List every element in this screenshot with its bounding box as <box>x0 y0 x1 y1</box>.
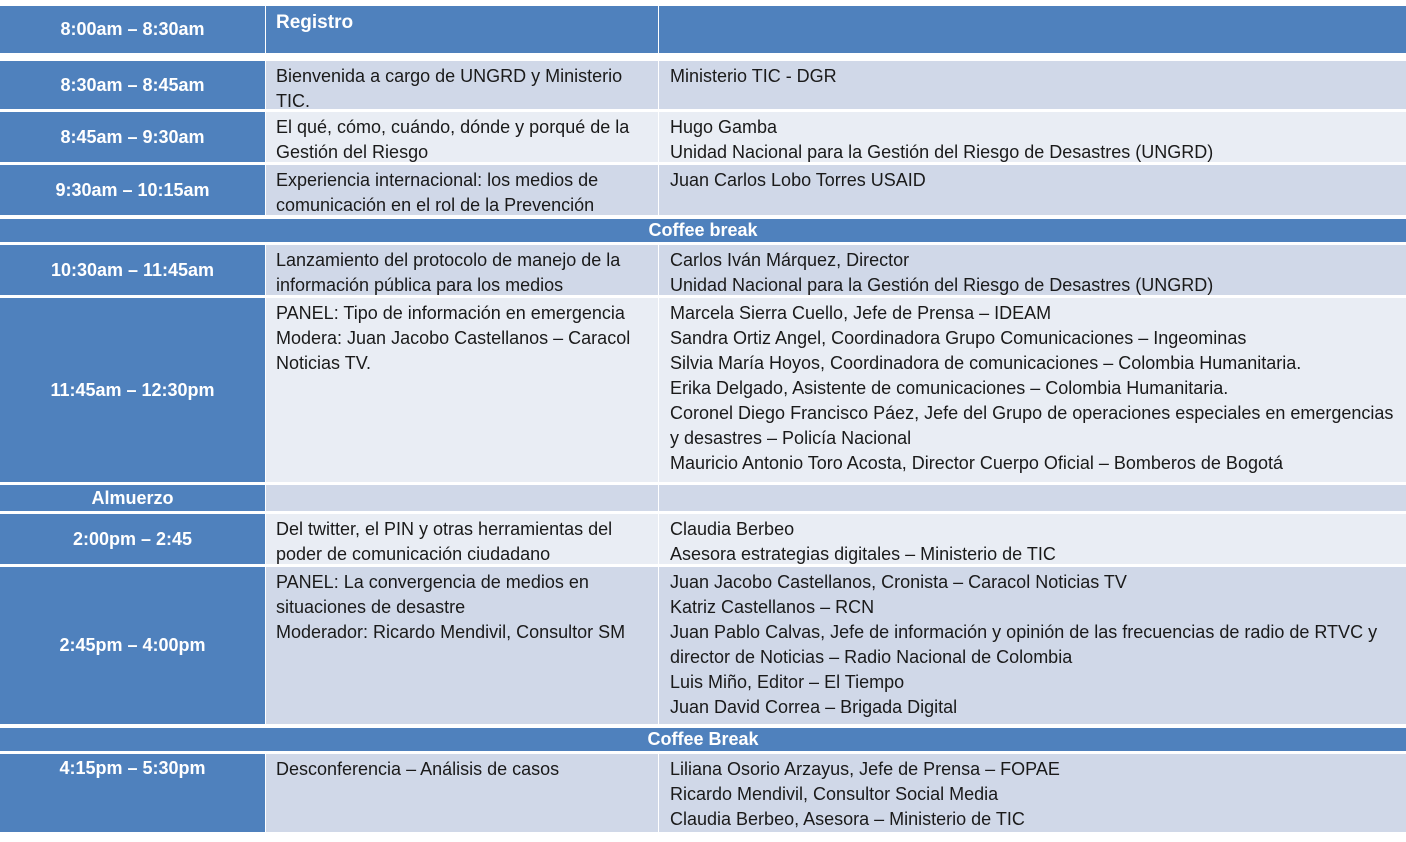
time-label: 8:45am – 9:30am <box>60 126 205 147</box>
speaker-text: Claudia Berbeo <box>670 519 795 539</box>
topic-cell <box>266 485 658 511</box>
time-cell <box>0 298 265 482</box>
speaker-cell <box>659 514 1406 564</box>
table-row <box>0 298 1406 482</box>
time-cell <box>0 754 265 832</box>
time-label: 11:45am – 12:30pm <box>50 379 215 400</box>
speaker-cell <box>659 61 1406 109</box>
time-cell <box>0 485 265 511</box>
topic-text: Lanzamiento del protocolo de manejo de la información pública para los medios <box>276 250 621 295</box>
speaker-cell <box>659 6 1406 53</box>
table-row <box>0 112 1406 162</box>
topic-text: Moderador: Ricardo Mendivil, Consultor SM <box>276 622 626 642</box>
topic-cell <box>266 298 658 482</box>
topic-text: Modera: Juan Jacobo Castellanos – Caracol Noticias TV. <box>276 328 631 373</box>
speaker-text: Marcela Sierra Cuello, Jefe de Prensa – IDEAM <box>670 303 1052 323</box>
break-label: Coffee Break <box>647 729 759 749</box>
speaker-text: Asesora estrategias digitales – Ministerio de TIC <box>670 544 1056 564</box>
speaker-text: Claudia Berbeo, Asesora – Ministerio de TIC <box>670 809 1025 829</box>
speaker-cell <box>659 165 1406 215</box>
speaker-text: Coronel Diego Francisco Páez, Jefe del Grupo de operaciones especiales en emergencias y desastres – Policía Nacional <box>670 403 1394 448</box>
speaker-cell <box>659 485 1406 511</box>
topic-text: PANEL: Tipo de información en emergencia <box>276 303 625 323</box>
time-label: 10:30am – 11:45am <box>50 259 215 280</box>
time-cell <box>0 514 265 564</box>
time-label: Almuerzo <box>91 487 174 508</box>
coffee-break-band <box>0 728 1406 751</box>
topic-text: Bienvenida a cargo de UNGRD y Ministerio TIC. <box>276 66 623 111</box>
speaker-cell <box>659 112 1406 162</box>
table-row <box>0 754 1406 832</box>
time-cell <box>0 165 265 215</box>
time-cell <box>0 112 265 162</box>
speaker-text: Mauricio Antonio Toro Acosta, Director Cuerpo Oficial – Bomberos de Bogotá <box>670 453 1283 473</box>
time-label: 8:30am – 8:45am <box>60 74 205 95</box>
topic-text: Del twitter, el PIN y otras herramientas del poder de comunicación ciudadano <box>276 519 613 564</box>
time-label: 4:15pm – 5:30pm <box>59 758 206 778</box>
speaker-text: Luis Miño, Editor – El Tiempo <box>670 672 905 692</box>
topic-cell <box>266 165 658 215</box>
topic-cell <box>266 61 658 109</box>
table-row <box>0 245 1406 295</box>
topic-text: Experiencia internacional: los medios de comunicación en el rol de la Prevención <box>276 170 599 215</box>
time-label: 2:45pm – 4:00pm <box>59 635 206 655</box>
time-cell <box>0 6 265 53</box>
speaker-text: Silvia María Hoyos, Coordinadora de comunicaciones – Colombia Humanitaria. <box>670 353 1302 373</box>
time-label: 9:30am – 10:15am <box>55 179 210 200</box>
speaker-text: Sandra Ortiz Angel, Coordinadora Grupo Comunicaciones – Ingeominas <box>670 328 1247 348</box>
speaker-cell <box>659 245 1406 295</box>
speaker-text: Juan Carlos Lobo Torres USAID <box>670 170 926 190</box>
table-row <box>0 6 1406 53</box>
table-row <box>0 485 1406 511</box>
speaker-text: Ricardo Mendivil, Consultor Social Media <box>670 784 999 804</box>
speaker-text: Ministerio TIC - DGR <box>670 66 837 86</box>
table-row <box>0 61 1406 109</box>
topic-cell <box>266 245 658 295</box>
topic-cell <box>266 514 658 564</box>
time-cell <box>0 567 265 724</box>
topic-cell <box>266 567 658 724</box>
topic-text: Desconferencia – Análisis de casos <box>276 759 560 779</box>
speaker-text: Carlos Iván Márquez, Director <box>670 250 910 270</box>
coffee-break-band <box>0 219 1406 242</box>
topic-cell <box>266 112 658 162</box>
speaker-cell <box>659 298 1406 482</box>
topic-text: PANEL: La convergencia de medios en situaciones de desastre <box>276 572 589 617</box>
time-label: 8:00am – 8:30am <box>60 19 205 39</box>
break-label: Coffee break <box>648 220 758 240</box>
speaker-text: Hugo Gamba <box>670 117 778 137</box>
speaker-text: Juan Pablo Calvas, Jefe de información y opinión de las frecuencias de radio de RTVC y director de Noticias – Radio Nacional de Colombia <box>670 622 1378 667</box>
topic-cell <box>266 6 658 53</box>
speaker-text: Katriz Castellanos – RCN <box>670 597 875 617</box>
table-row <box>0 514 1406 564</box>
time-cell <box>0 61 265 109</box>
speaker-text: Unidad Nacional para la Gestión del Riesgo de Desastres (UNGRD) <box>670 142 1214 162</box>
topic-text: El qué, cómo, cuándo, dónde y porqué de la Gestión del Riesgo <box>276 117 630 162</box>
table-row <box>0 165 1406 215</box>
time-cell <box>0 245 265 295</box>
speaker-text: Erika Delgado, Asistente de comunicaciones – Colombia Humanitaria. <box>670 378 1229 398</box>
speaker-cell <box>659 754 1406 832</box>
speaker-text: Juan Jacobo Castellanos, Cronista – Caracol Noticias TV <box>670 572 1127 592</box>
topic-text: Registro <box>276 12 354 33</box>
speaker-cell <box>659 567 1406 724</box>
speaker-text: Unidad Nacional para la Gestión del Riesgo de Desastres (UNGRD) <box>670 275 1214 295</box>
table-row <box>0 567 1406 724</box>
topic-cell <box>266 754 658 832</box>
speaker-text: Juan David Correa – Brigada Digital <box>670 697 958 717</box>
speaker-text: Liliana Osorio Arzayus, Jefe de Prensa – FOPAE <box>670 759 1060 779</box>
time-label: 2:00pm – 2:45 <box>72 528 193 549</box>
